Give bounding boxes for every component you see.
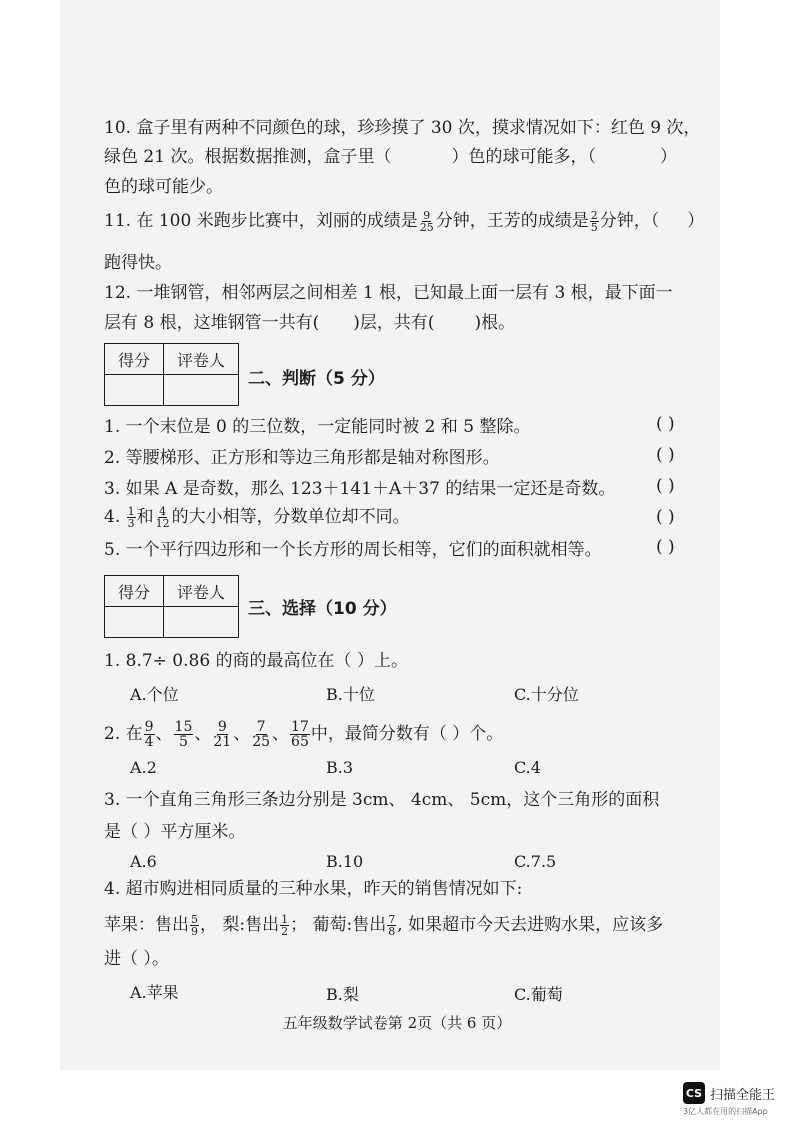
choice-q4-line2: 苹果：售出 $\frac{5}{9}$ ， 梨:售出 $\frac{1}{2}$ ； 葡萄:售出 $\frac{7}{8}$ , 如果超市今天去进购水果，应该多 [104,913,664,938]
fraction: $\frac{1}{3}$ [127,505,135,530]
score-label: 得分 [105,344,164,375]
grader-label: 评卷人 [164,344,239,375]
option-a[interactable]: A.个位 [130,685,179,704]
fraction: $\frac{9}{21}$ [213,719,232,750]
option-c[interactable]: C.7.5 [514,852,557,871]
fraction: $\frac{4}{12}$ [155,505,170,530]
score-table [104,575,239,638]
option-c[interactable]: C.十分位 [514,685,579,704]
option-a[interactable]: A.2 [130,758,157,777]
q12-line2: 层有 8 根，这堆钢管一共有( )层，共有( )根。 [104,313,516,333]
q12-line1: 12. 一堆钢管，相邻两层之间相差 1 根，已知最上面一层有 3 根，最下面一 [104,283,673,303]
fraction: $\frac{15}{5}$ [174,719,193,750]
option-a[interactable]: A.6 [130,852,157,871]
fraction: $\frac{17}{65}$ [291,719,309,750]
answer-paren[interactable]: ( ) [656,414,675,434]
choice-q4-line1: 4. 超市购进相同质量的三种水果，昨天的销售情况如下: [104,879,523,899]
grader-label: 评卷人 [164,576,239,607]
q10-line1: 10. 盒子里有两种不同颜色的球，珍珍摸了 30 次，摸求情况如下：红色 9 次， [104,118,701,138]
score-table [104,343,239,406]
q10-line2: 绿色 21 次。根据数据推测，盒子里（ ）色的球可能多，（ ） [104,147,677,167]
score-box[interactable] [105,375,164,406]
fraction: $\frac{1}{2}$ [281,913,289,938]
judge-item: 3. 如果 A 是奇数，那么 123＋141＋A＋37 的结果一定还是奇数。 [104,479,616,499]
choice-q1-stem: 1. 8.7÷ 0.86 的商的最高位在（ ）上。 [104,651,408,671]
page-footer: 五年级数学试卷第 2页（共 6 页） [282,1014,512,1032]
score-label: 得分 [105,576,164,607]
judge-item: 4. $\frac{1}{3}$ 和 $\frac{4}{12}$ 的大小相等，分数单位却不同。 [104,505,410,530]
choice-q3-line1: 3. 一个直角三角形三条边分别是 3cm、 4cm、 5cm，这个三角形的面积 [104,790,660,810]
fraction: $\frac{7}{8}$ [388,913,396,938]
answer-paren[interactable]: ( ) [656,445,675,465]
section-title-judge: 二、判断（5 分） [248,369,385,389]
q10-line3: 色的球可能少。 [104,177,223,197]
answer-paren[interactable]: ( ) [656,507,675,527]
camscanner-logo-icon: CS [683,1082,705,1104]
fraction: $\frac{2}{5}$ [590,209,598,234]
choice-q2-stem: 2. 在 $\frac{9}{4}$ 、 $\frac{15}{5}$ 、 $\frac{9}{21}$ 、 $\frac{7}{25}$ 、 $\frac{17}{65}$ 中，最简分数有（ ）个。 [104,719,504,750]
judge-item: 2. 等腰梯形、正方形和等边三角形都是轴对称图形。 [104,448,500,468]
fraction: $\frac{9}{4}$ [144,719,154,750]
option-c[interactable]: C.4 [514,758,541,777]
judge-item: 5. 一个平行四边形和一个长方形的周长相等，它们的面积就相等。 [104,540,602,560]
option-b[interactable]: B.3 [326,758,354,777]
answer-paren[interactable]: ( ) [656,476,675,496]
watermark-subtitle: 3亿人都在用的扫描App [683,1107,768,1116]
fraction: $\frac{7}{25}$ [252,719,271,750]
option-b[interactable]: B.10 [326,852,364,871]
q11-line1: 11. 在 100 米跑步比赛中，刘丽的成绩是 $\frac{9}{25}$ 分钟，王芳的成绩是 $\frac{2}{5}$ 分钟，（ ） [104,209,705,234]
grader-box[interactable] [164,375,239,406]
section-title-choice: 三、选择（10 分） [248,599,397,619]
option-b[interactable]: B.梨 [326,985,359,1004]
fraction: $\frac{9}{25}$ [419,209,434,234]
judge-item: 1. 一个末位是 0 的三位数，一定能同时被 2 和 5 整除。 [104,417,531,437]
grader-box[interactable] [164,607,239,638]
choice-q3-line2: 是（ ）平方厘米。 [104,822,246,842]
scanner-watermark [683,1082,775,1104]
score-box[interactable] [105,607,164,638]
option-c[interactable]: C.葡萄 [514,985,563,1004]
choice-q4-line3: 进（ ）。 [104,949,169,969]
answer-paren[interactable]: ( ) [656,537,675,557]
option-b[interactable]: B.十位 [326,685,375,704]
watermark-name: 扫描全能王 [710,1087,776,1103]
option-a[interactable]: A.苹果 [130,983,179,1002]
fraction: $\frac{5}{9}$ [191,913,198,938]
q11-line2: 跑得快。 [104,253,172,273]
